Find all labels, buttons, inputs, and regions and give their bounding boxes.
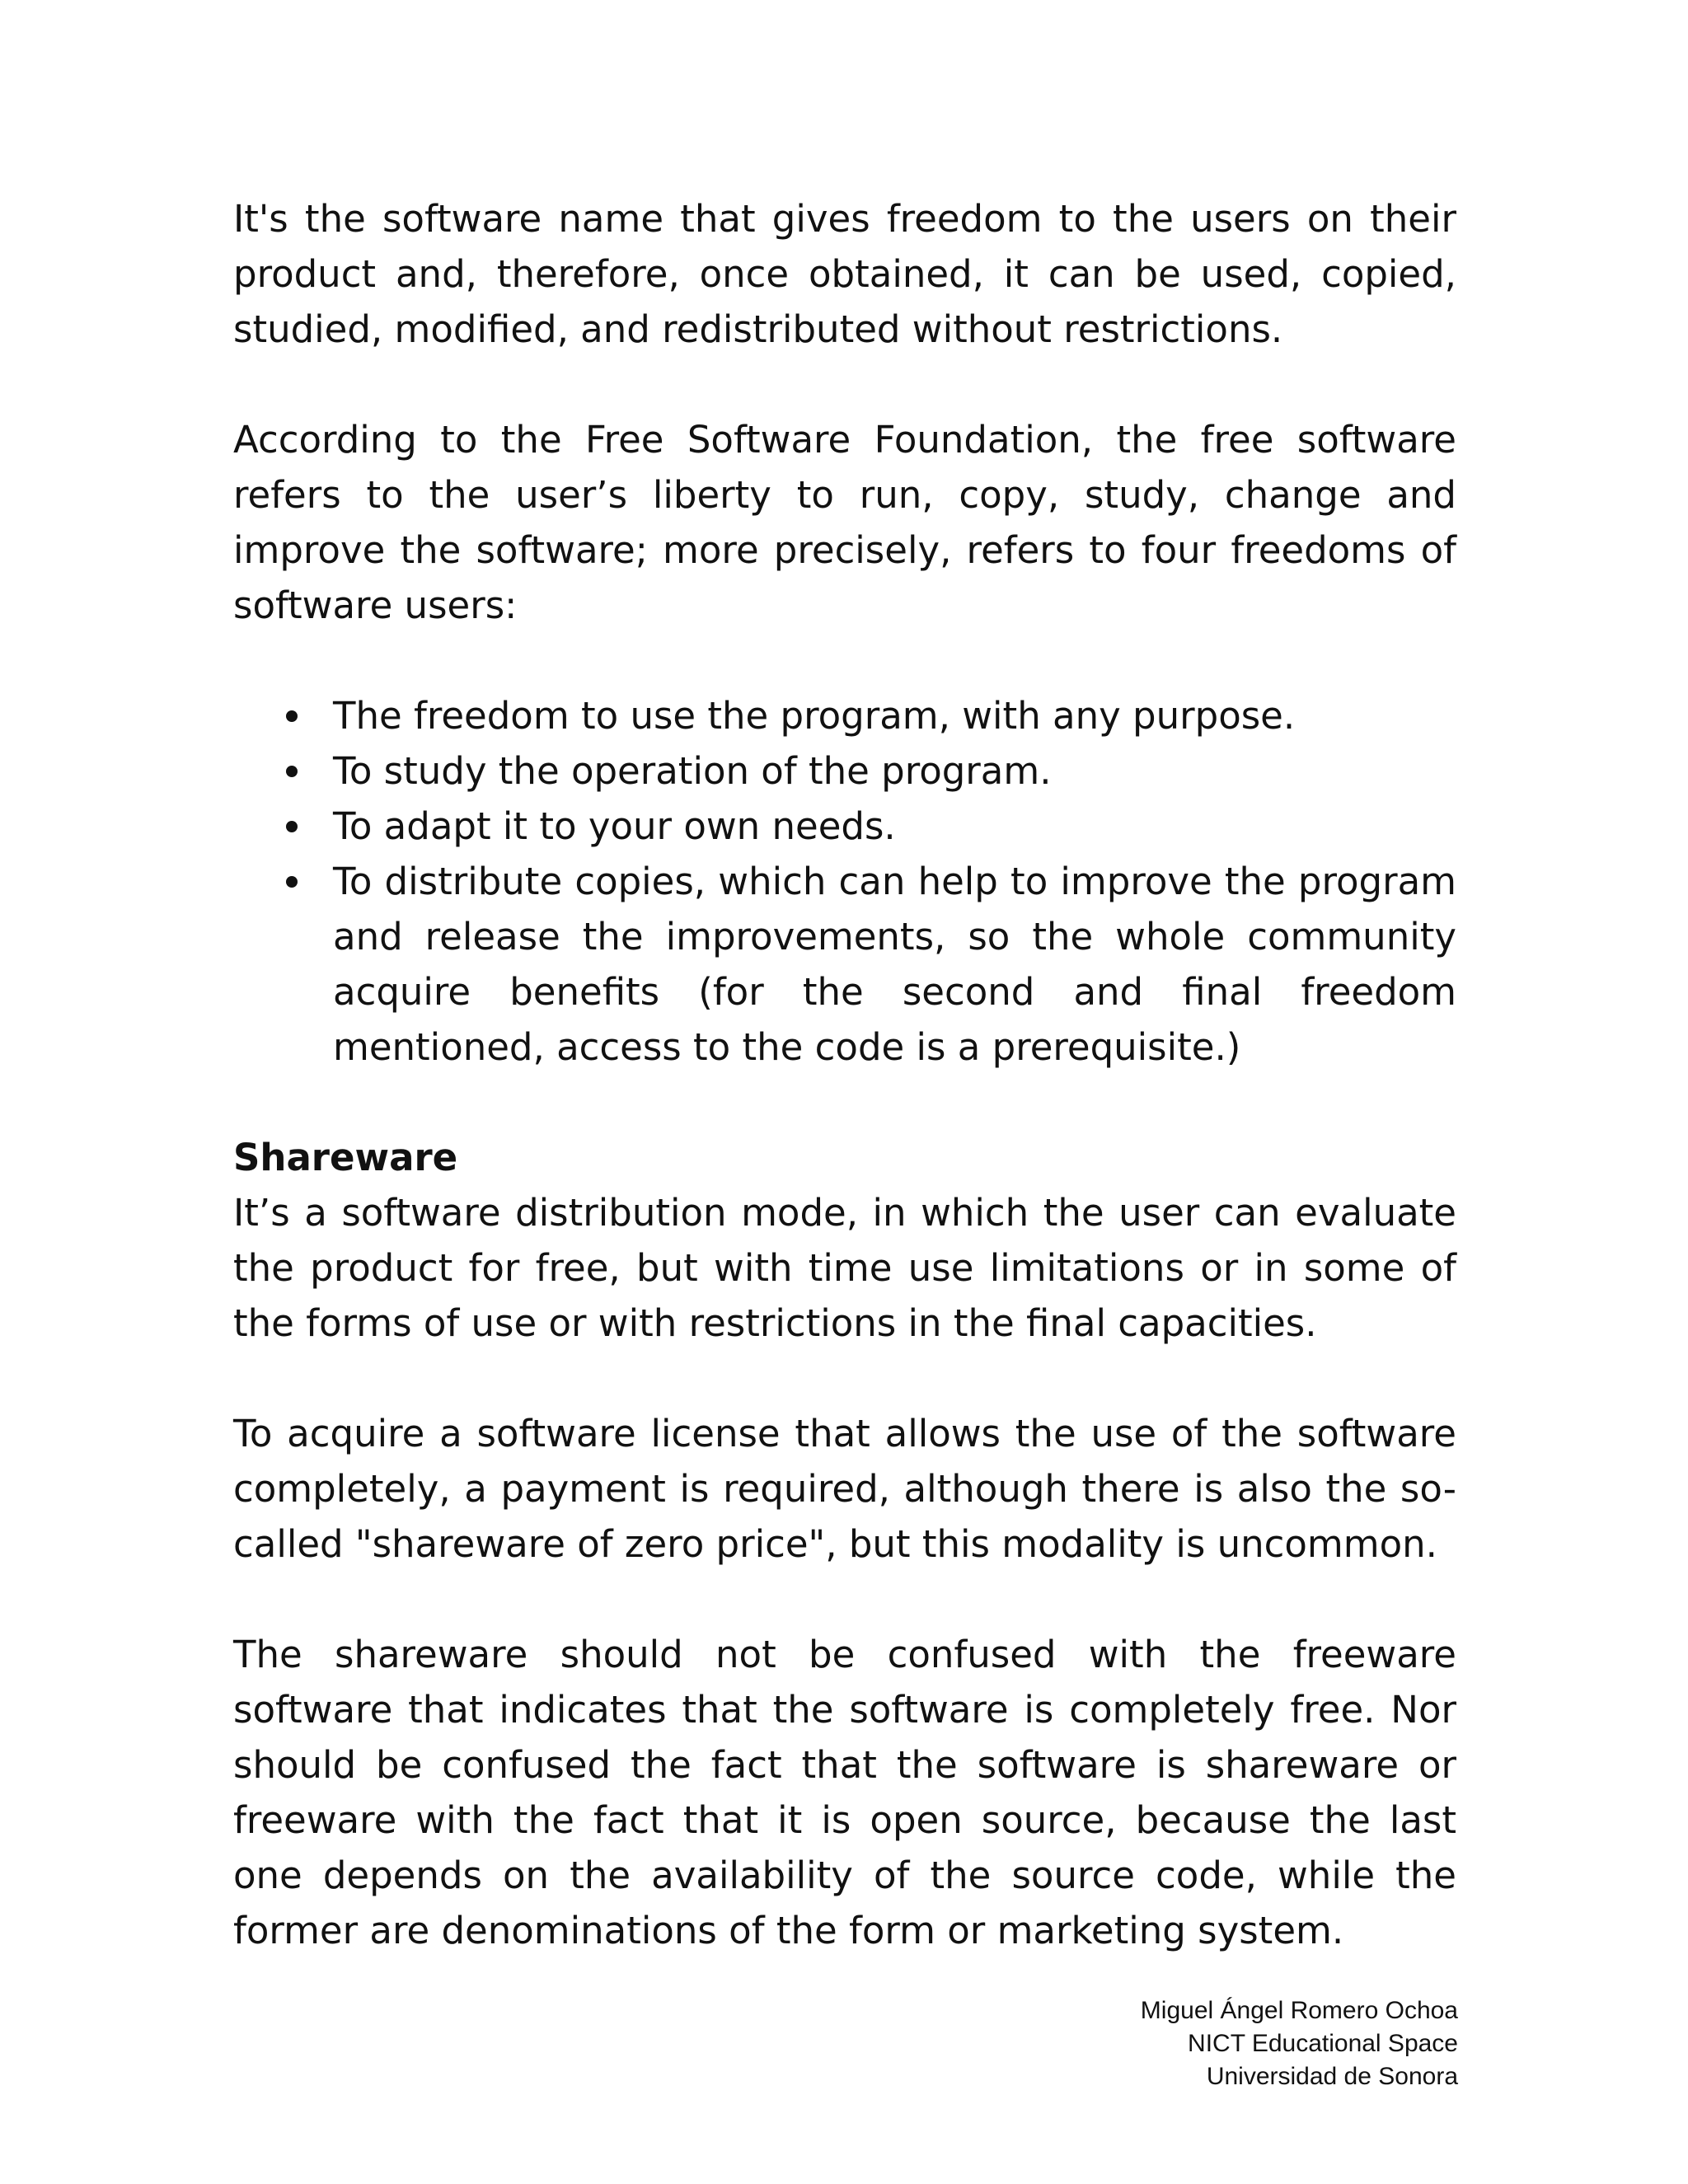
footer-space: NICT Educational Space: [1188, 2030, 1458, 2057]
list-item: [233, 799, 1456, 854]
list-item-text: To adapt it to your own needs.: [333, 804, 896, 848]
list-item-text: To study the operation of the program.: [333, 749, 1052, 793]
list-item-text: The freedom to use the program, with any purpose.: [333, 694, 1296, 738]
section-heading: Shareware: [233, 1136, 458, 1179]
footer-credits: [881, 1994, 1458, 2093]
freedoms-list: [233, 688, 1456, 1075]
bullet-icon: [286, 876, 298, 888]
intro-paragraph: It's the software name that gives freedom to the users on their product and, therefore, once obtained, it can be used, copied, studied, modified, and redistributed without restrictions.: [233, 197, 1456, 351]
list-item: [233, 854, 1456, 1075]
shareware-freeware-paragraph: The shareware should not be confused with the freeware software that indicates that the software is completely free. Nor should be confused the fact that the software is shareware or freeware with the fact that it is open source, because the last one depends on the availability of the source code, while the former are denominations of the form or marketing system.: [233, 1633, 1456, 1952]
document-body: [233, 191, 1456, 2013]
fsf-definition-paragraph: According to the Free Software Foundation, the free software refers to the user’s liberty to run, copy, study, change and improve the software; more precisely, refers to four freedoms of software users:: [233, 418, 1456, 627]
bullet-icon: [286, 710, 298, 722]
list-item: [233, 688, 1456, 743]
footer-author: Miguel Ángel Romero Ochoa: [1140, 1997, 1458, 2024]
bullet-icon: [286, 821, 298, 832]
shareware-license-paragraph: To acquire a software license that allows the use of the software completely, a payment is required, although there is also the so-called "shareware of zero price", but this modality is uncommon.: [233, 1412, 1456, 1566]
shareware-definition-paragraph: It’s a software distribution mode, in which the user can evaluate the product for free, but with time use limitations or in some of the forms of use or with restrictions in the final capacities.: [233, 1191, 1456, 1345]
list-item: [233, 743, 1456, 799]
list-item-text: To distribute copies, which can help to improve the program and release the improvements, so the whole community acquire benefits (for the second and final freedom mentioned, access to the code is a prerequisite.): [333, 860, 1456, 1069]
bullet-icon: [286, 766, 298, 777]
footer-university: Universidad de Sonora: [1206, 2063, 1458, 2090]
